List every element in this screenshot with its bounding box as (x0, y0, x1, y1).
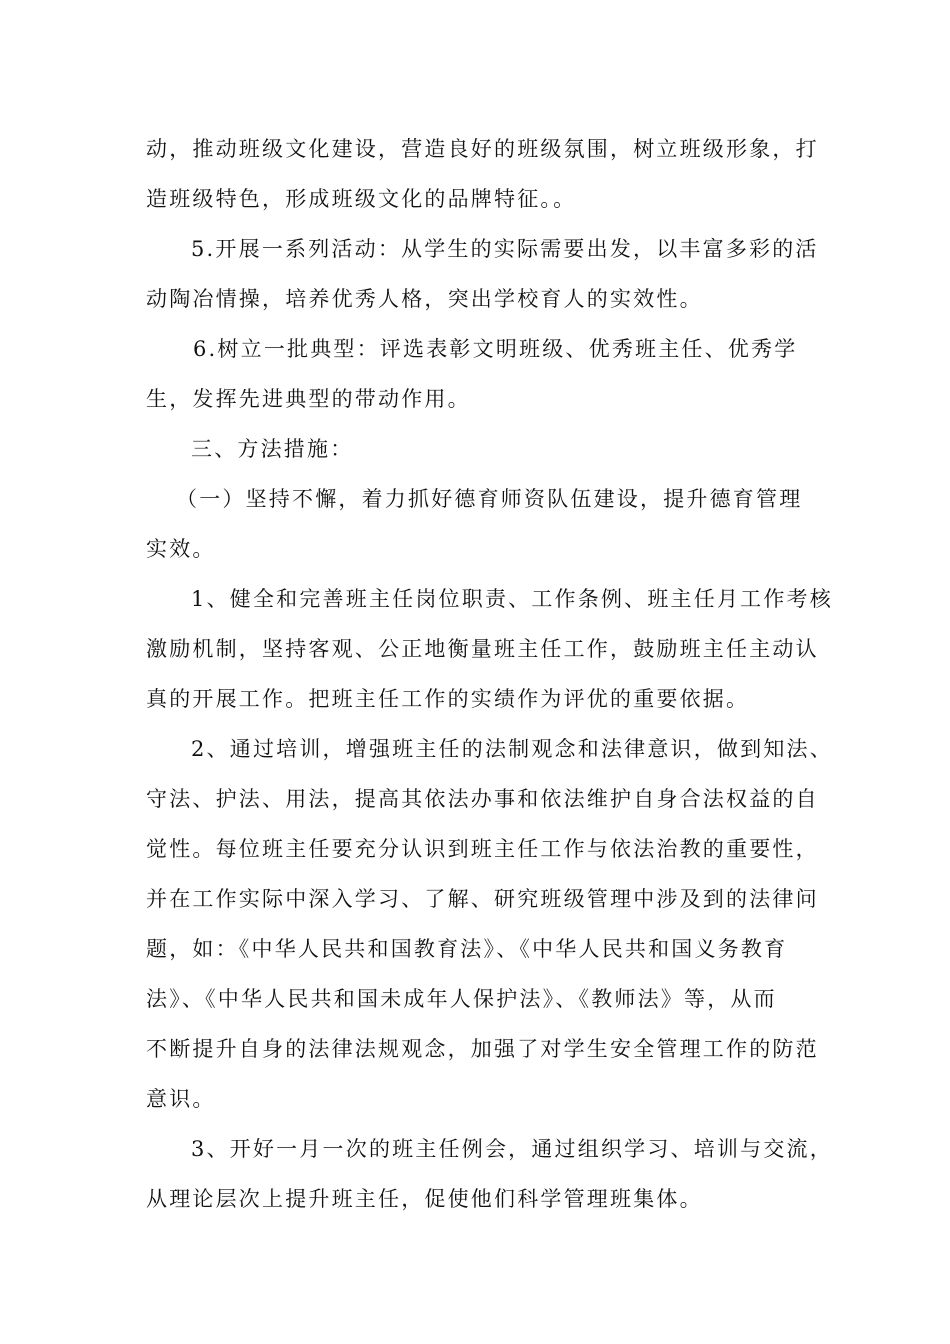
text-line: 1、健全和完善班主任岗位职责、工作条例、班主任月工作考核 (191, 587, 833, 611)
text-line: 动，推动班级文化建设，营造良好的班级氛围，树立班级形象，打 (146, 137, 819, 161)
text-line: 题，如：《中华人民共和国教育法》、《中华人民共和国义务教育 (146, 937, 788, 961)
text-line: 5.开展一系列活动：从学生的实际需要出发，以丰富多彩的活 (191, 237, 819, 261)
text-line: 真的开展工作。把班主任工作的实绩作为评优的重要依据。 (146, 687, 750, 711)
text-line: 守法、护法、用法，提高其依法办事和依法维护自身合法权益的自 (146, 787, 819, 811)
text-line: 从理论层次上提升班主任，促使他们科学管理班集体。 (146, 1187, 703, 1211)
text-line: 生，发挥先进典型的带动作用。 (146, 387, 471, 411)
text-line: 并在工作实际中深入学习、了解、研究班级管理中涉及到的法律问 (146, 887, 819, 911)
text-line: 法》、《中华人民共和国未成年人保护法》、《教师法》等，从而 (146, 987, 777, 1011)
text-line: 实效。 (146, 537, 216, 561)
text-line: 6.树立一批典型：评选表彰文明班级、优秀班主任、优秀学 (193, 337, 798, 361)
text-line: 2、通过培训，增强班主任的法制观念和法律意识，做到知法、 (191, 737, 833, 761)
text-line: 意识。 (146, 1087, 216, 1111)
text-line: 动陶冶情操，培养优秀人格，突出学校育人的实效性。 (146, 287, 703, 311)
text-line: 激励机制，坚持客观、公正地衡量班主任工作，鼓励班主任主动认 (146, 637, 819, 661)
section-heading: 三、方法措施： (191, 437, 354, 461)
text-line: 造班级特色，形成班级文化的品牌特征。。 (146, 187, 577, 211)
text-line: 觉性。每位班主任要充分认识到班主任工作与依法治教的重要性， (146, 837, 819, 861)
text-line: 不断提升自身的法律法规观念，加强了对学生安全管理工作的防范 (146, 1037, 819, 1061)
text-line: 3、开好一月一次的班主任例会，通过组织学习、培训与交流， (191, 1137, 833, 1161)
subsection-heading: （一）坚持不懈，着力抓好德育师资队伍建设，提升德育管理 (176, 487, 803, 511)
